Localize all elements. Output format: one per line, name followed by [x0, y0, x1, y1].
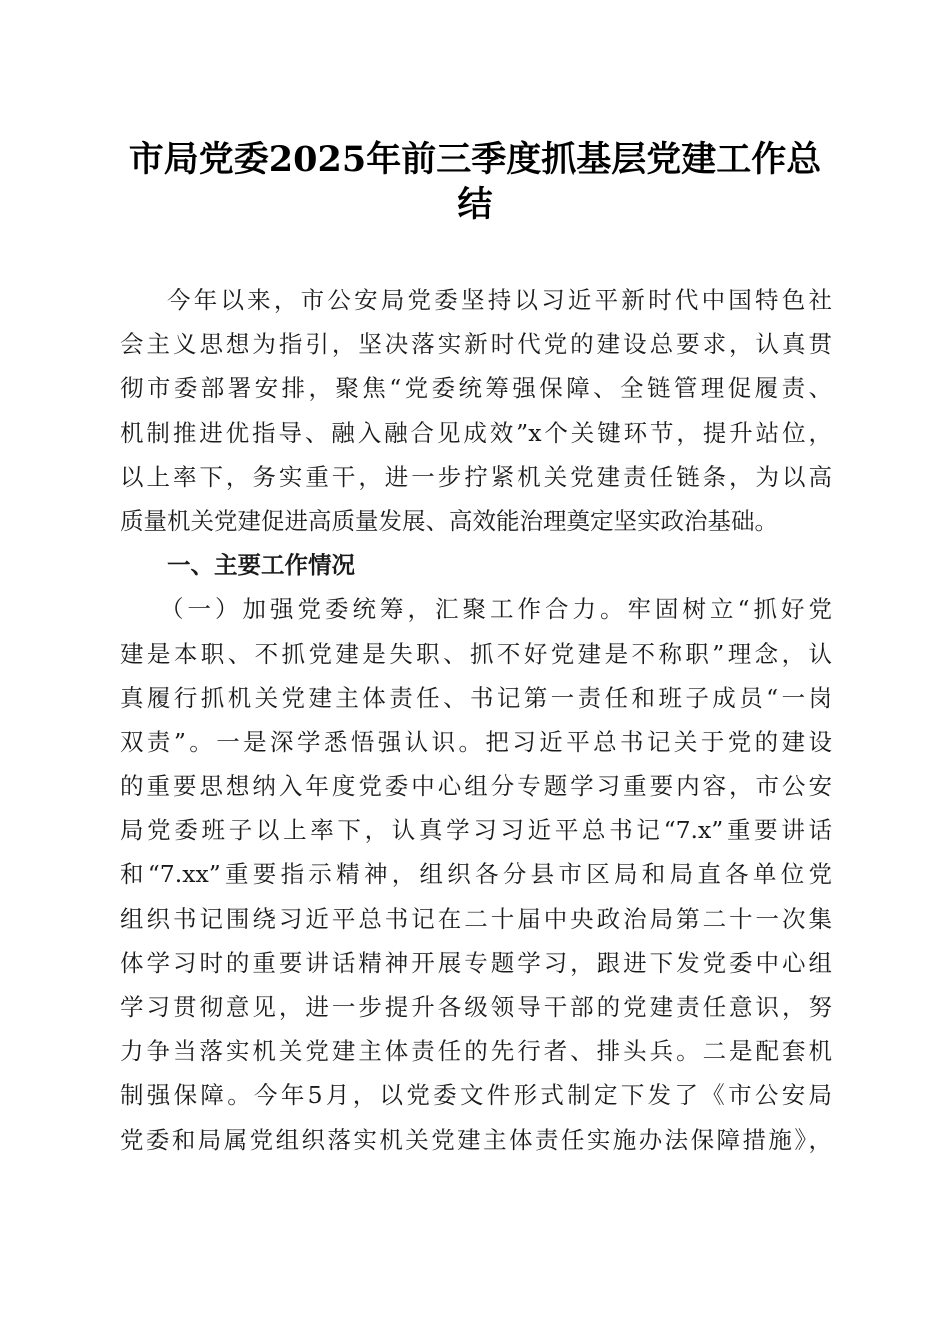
paragraph-line: 力争当落实机关党建主体责任的先行者、排头兵。二是配套机 [120, 1037, 832, 1066]
document-title [120, 137, 830, 227]
paragraph-line: 和“7.xx”重要指示精神，组织各分县市区局和局直各单位党 [120, 860, 832, 889]
paragraph-line: 真履行抓机关党建主体责任、书记第一责任和班子成员“一岗 [120, 683, 832, 712]
paragraph-line: 局党委班子以上率下，认真学习习近平总书记“7.x”重要讲话 [120, 816, 832, 845]
paragraph-line: 质量机关党建促进高质量发展、高效能治理奠定坚实政治基础。 [120, 506, 778, 535]
paragraph-line: 今年以来，市公安局党委坚持以习近平新时代中国特色社 [167, 286, 832, 314]
paragraph-line: 以上率下，务实重干，进一步拧紧机关党建责任链条，为以高 [120, 462, 832, 491]
document-body [120, 278, 832, 1162]
paragraph-line: 的重要思想纳入年度党委中心组分专题学习重要内容，市公安 [120, 772, 832, 801]
paragraph-line: （一）加强党委统筹，汇聚工作合力。牢固树立“抓好党 [160, 595, 832, 624]
paragraph-line: 会主义思想为指引，坚决落实新时代党的建设总要求，认真贯 [120, 330, 832, 359]
paragraph-line: 组织书记围绕习近平总书记在二十届中央政治局第二十一次集 [120, 904, 832, 933]
paragraph-line: 体学习时的重要讲话精神开展专题学习，跟进下发党委中心组 [120, 948, 832, 977]
title-line-1: 市局党委2025年前三季度抓基层党建工作总 [128, 139, 822, 180]
title-line-2: 结 [457, 184, 493, 225]
paragraph-line: 制强保障。今年5月，以党委文件形式制定下发了《市公安局 [120, 1081, 832, 1110]
paragraph-line: 学习贯彻意见，进一步提升各级领导干部的党建责任意识，努 [120, 993, 832, 1021]
paragraph-line: 建是本职、不抓党建是失职、抓不好党建是不称职”理念，认 [120, 639, 832, 668]
paragraph-line: 彻市委部署安排，聚焦“党委统筹强保障、全链管理促履责、 [120, 374, 832, 403]
paragraph-line: 党委和局属党组织落实机关党建主体责任实施办法保障措施》， [120, 1125, 832, 1154]
paragraph-line: 双责”。一是深学悉悟强认识。把习近平总书记关于党的建设 [120, 727, 832, 756]
paragraph-line: 机制推进优指导、融入融合见成效”x个关键环节，提升站位， [120, 418, 832, 447]
section-heading: 一、主要工作情况 [167, 551, 355, 580]
